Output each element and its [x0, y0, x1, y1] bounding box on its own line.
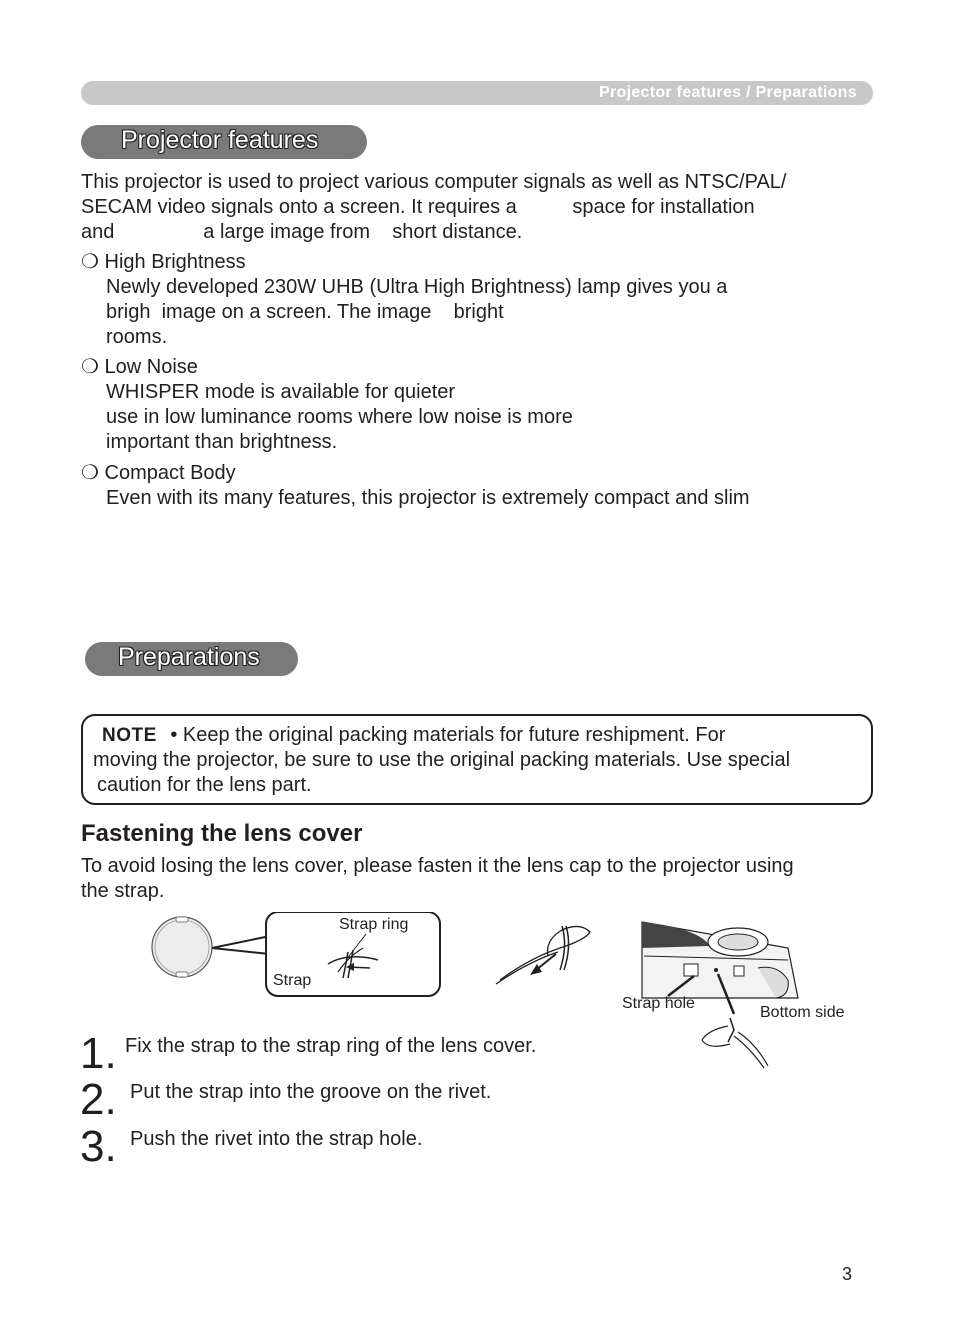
feature-compact-body: [81, 461, 750, 511]
feature-line: Even with its many features, this projector is extremely compact and slim: [106, 487, 750, 509]
lens-cap-icon: [152, 917, 212, 977]
label-strap-hole: Strap hole: [622, 995, 695, 1012]
feature-title: Low Noise: [104, 356, 198, 378]
lens-cover-heading: Fastening the lens cover: [81, 820, 363, 847]
circle-bullet-icon: ❍: [81, 251, 99, 273]
intro-line: and a large image from short distance.: [81, 221, 523, 243]
features-title: Projector features: [121, 126, 319, 154]
feature-low-noise: [81, 355, 573, 455]
preparations-title: Preparations: [118, 643, 260, 671]
note-box: [81, 714, 873, 805]
header-section-label: Projector features / Preparations: [599, 84, 857, 101]
note-line: moving the projector, be sure to use the original packing materials. Use special: [93, 749, 791, 771]
feature-line: WHISPER mode is available for quieter: [106, 381, 456, 403]
label-bottom-side: Bottom side: [760, 1004, 845, 1021]
step-text: Push the rivet into the strap hole.: [130, 1128, 423, 1150]
note-line: caution for the lens part.: [97, 774, 312, 796]
feature-line: important than brightness.: [106, 431, 338, 453]
step-text: Put the strap into the groove on the rivet.: [130, 1081, 492, 1103]
label-strap-ring: Strap ring: [339, 916, 409, 933]
intro-line: This projector is used to project various computer signals as well as NTSC/PAL/: [81, 171, 787, 193]
feature-title: High Brightness: [104, 251, 246, 273]
lens-cover-intro: [81, 854, 794, 904]
feature-title: Compact Body: [104, 462, 236, 484]
section-title-preparations: [85, 642, 298, 676]
step-text: Fix the strap to the strap ring of the lens cover.: [125, 1035, 537, 1057]
header-bar: [81, 81, 873, 105]
note-label: NOTE: [102, 725, 157, 746]
features-intro: [81, 170, 786, 245]
feature-high-brightness: [81, 250, 727, 350]
feature-line: brigh image on a screen. The image bright: [106, 301, 504, 323]
strap-loop-figure: [490, 918, 600, 988]
circle-bullet-icon: ❍: [81, 356, 99, 378]
feature-line: use in low luminance rooms where low noise is more: [106, 406, 573, 428]
page-number: 3: [842, 1264, 853, 1284]
label-strap: Strap: [273, 972, 312, 989]
feature-line: rooms.: [106, 326, 168, 348]
note-line: • Keep the original packing materials for future reshipment. For: [170, 724, 726, 746]
circle-bullet-icon: ❍: [81, 462, 99, 484]
step-number: 3.: [80, 1122, 117, 1171]
intro-line: SECAM video signals onto a screen. It requires a space for installation: [81, 196, 755, 218]
step-number: 1.: [80, 1029, 117, 1078]
intro-line: the strap.: [81, 880, 165, 902]
section-title-features: [81, 125, 367, 159]
step-number: 2.: [80, 1075, 117, 1124]
intro-line: To avoid losing the lens cover, please fasten it the lens cap to the projector using: [81, 855, 794, 877]
feature-line: Newly developed 230W UHB (Ultra High Brightness) lamp gives you a: [106, 276, 728, 298]
